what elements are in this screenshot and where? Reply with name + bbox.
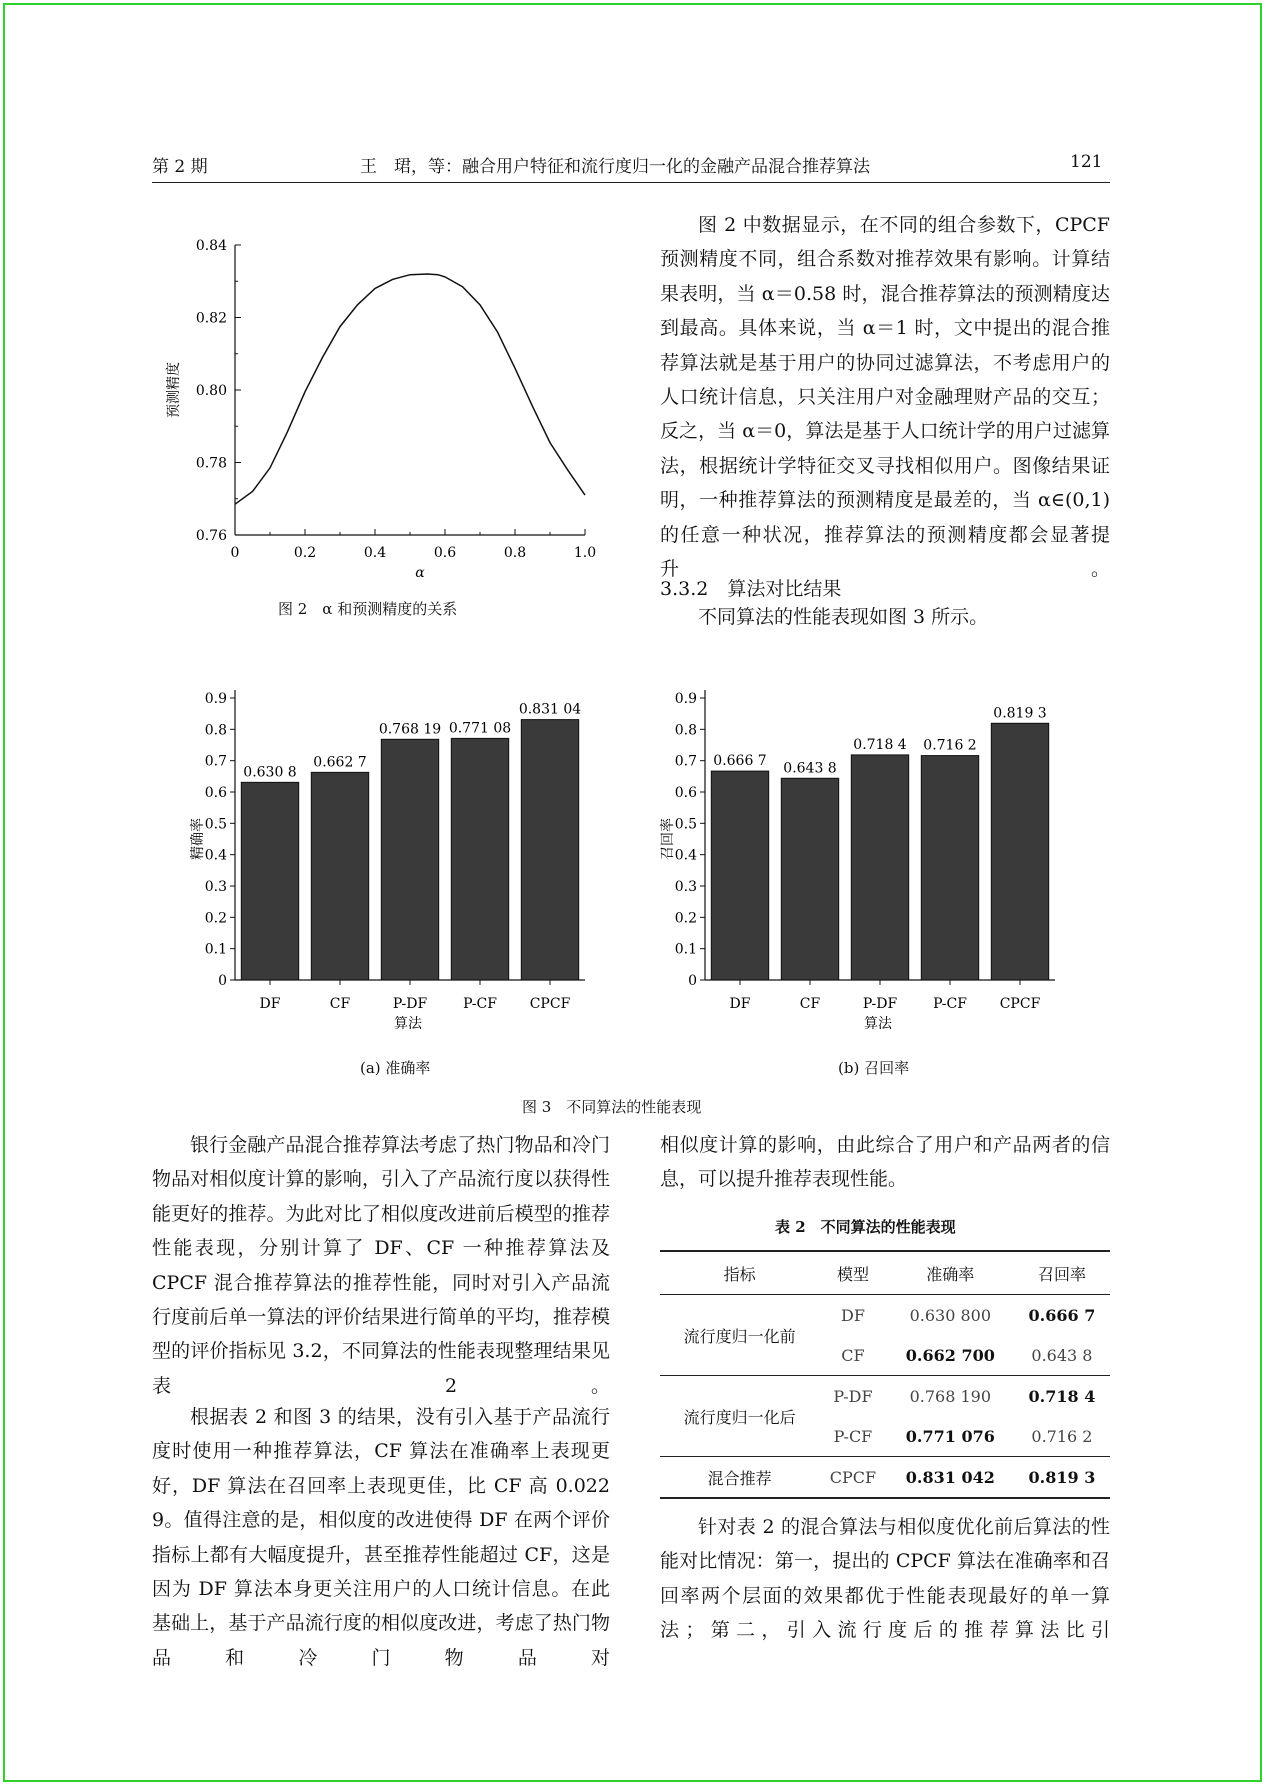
model-cell: CPCF bbox=[819, 1457, 887, 1499]
fig3a-x-tick-label: P-CF bbox=[463, 996, 497, 1012]
fig3a-bar-cf bbox=[311, 772, 368, 980]
series-line bbox=[235, 274, 585, 504]
figure-3a-bar-chart bbox=[180, 680, 600, 1050]
fig3a-x-tick-label: DF bbox=[259, 996, 281, 1012]
fig3b-x-tick-label: CPCF bbox=[999, 996, 1041, 1012]
paragraph-table2-discussion: 针对表 2 的混合算法与相似度优化前后算法的性能对比情况：第一，提出的 CPCF 算法在准确率和召回率两个层面的效果都优于性能表现最好的单一算法；第二，引入流行度后的推荐算法比引 bbox=[660, 1516, 1110, 1642]
fig3b-y-tick-label: 0.6 bbox=[674, 785, 697, 801]
fig3b-y-tick-label: 0.1 bbox=[674, 941, 697, 958]
fig3a-bar-value-label: 0.771 08 bbox=[448, 720, 512, 737]
fig3b-bar-value-label: 0.718 4 bbox=[853, 736, 907, 753]
fig3a-y-tick-label: 0.8 bbox=[204, 722, 227, 739]
recall-cell: 0.643 8 bbox=[1031, 1345, 1093, 1365]
group-label: 流行度归一化前 bbox=[683, 1326, 796, 1346]
fig3b-x-tick-label: CF bbox=[799, 996, 821, 1012]
fig3b-x-tick-label: P-CF bbox=[933, 996, 967, 1012]
fig3b-bar-value-label: 0.716 2 bbox=[923, 737, 977, 754]
fig3a-bar-value-label: 0.831 04 bbox=[518, 701, 582, 718]
figure-3a-caption: (a) 准确率 bbox=[360, 1059, 431, 1077]
fig3a-x-tick-label: CF bbox=[329, 996, 351, 1012]
precision-cell: 0.768 190 bbox=[887, 1376, 1014, 1417]
model-cell: DF bbox=[840, 1305, 865, 1325]
fig3a-bar-value-label: 0.662 7 bbox=[313, 754, 367, 771]
fig3b-bar-value-label: 0.666 7 bbox=[713, 753, 767, 770]
fig3b-bar-p-cf bbox=[921, 756, 978, 980]
fig3a-y-tick-label: 0.5 bbox=[204, 816, 227, 833]
paragraph-results-analysis: 根据表 2 和图 3 的结果，没有引入基于产品流行度时使用一种推荐算法，CF 算法在准确率上表现更好，DF 算法在召回率上表现更佳，比 CF 高 0.022 9。值得注意的是，相似度的改进使得 DF 在两个评价指标上都有大幅度提升，甚至推荐性能超过 CF，这是因为 DF 算法本身更关注用户的人口统计信息。在此基础上，基于产品流行度的相似度改进，考虑了热门物品和冷门物品对 bbox=[152, 1406, 610, 1669]
model-cell: P-DF bbox=[819, 1376, 887, 1417]
figure-2-line-chart bbox=[150, 230, 610, 580]
issue-label: 第 2 期 bbox=[152, 157, 208, 177]
fig3b-y-tick-label: 0.7 bbox=[674, 753, 697, 770]
x-tick-label: 0.6 bbox=[433, 545, 457, 561]
y-tick-label: 0.80 bbox=[195, 383, 227, 399]
precision-cell: 0.630 800 bbox=[909, 1305, 992, 1325]
paragraph-algorithm-comparison: 银行金融产品混合推荐算法考虑了热门物品和冷门物品对相似度计算的影响，引入了产品流行度以获得性能更好的推荐。为此对比了相似度改进前后模型的推荐性能表现，分别计算了 DF、CF 一种推荐算法及 CPCF 混合推荐算法的推荐性能，同时对引入产品流行度前后单一算法的评价结果进行简单的平均，推荐模型的评价指标见 3.2，不同算法的性能表现整理结果见表 2。 bbox=[152, 1134, 610, 1397]
fig3a-x-tick-label: P-DF bbox=[392, 996, 428, 1012]
col-header-recall: 召回率 bbox=[1014, 1251, 1110, 1295]
fig3b-bar-value-label: 0.819 3 bbox=[993, 705, 1047, 722]
fig3b-x-tick-label: P-DF bbox=[862, 996, 898, 1012]
fig3a-bar-value-label: 0.630 8 bbox=[243, 764, 297, 781]
fig3a-y-tick-label: 0.2 bbox=[204, 910, 227, 927]
table-row bbox=[660, 1457, 1110, 1499]
fig3a-y-tick-label: 0.6 bbox=[204, 785, 227, 801]
fig3a-x-tick-label: CPCF bbox=[529, 996, 571, 1012]
paragraph-fig3-intro: 不同算法的性能表现如图 3 所示。 bbox=[698, 606, 989, 628]
y-tick-label: 0.82 bbox=[195, 310, 227, 327]
fig3a-bar-p-df bbox=[381, 739, 438, 980]
x-axis-label: α bbox=[415, 565, 425, 580]
page-number: 121 bbox=[1070, 152, 1103, 172]
figure-2-caption: 图 2 α 和预测精度的关系 bbox=[278, 600, 458, 618]
fig3a-bar-value-label: 0.768 19 bbox=[378, 721, 442, 738]
fig3a-y-tick-label: 0.1 bbox=[204, 941, 227, 958]
y-axis-label: 预测精度 bbox=[166, 362, 182, 418]
fig3b-y-tick-label: 0.5 bbox=[674, 816, 697, 833]
fig3b-y-tick-label: 0.4 bbox=[674, 847, 697, 864]
col-header-model: 模型 bbox=[819, 1251, 887, 1295]
x-tick-label: 1.0 bbox=[573, 545, 597, 561]
y-tick-label: 0.84 bbox=[195, 238, 227, 254]
fig3a-bar-df bbox=[241, 782, 298, 980]
x-tick-label: 0.8 bbox=[503, 545, 527, 561]
table-row bbox=[660, 1376, 1110, 1417]
table-2 bbox=[660, 1250, 1110, 1499]
fig3a-x-axis-label: 算法 bbox=[394, 1016, 422, 1032]
precision-cell: 0.831 042 bbox=[887, 1457, 1014, 1499]
recall-cell: 0.666 7 bbox=[1028, 1305, 1096, 1325]
group-label: 混合推荐 bbox=[660, 1457, 819, 1499]
x-tick-label: 0.2 bbox=[293, 545, 317, 561]
x-tick-label: 0 bbox=[230, 545, 240, 561]
model-cell: P-CF bbox=[833, 1426, 873, 1446]
fig3b-y-tick-label: 0 bbox=[688, 973, 697, 989]
paragraph-fig2-discussion: 图 2 中数据显示，在不同的组合参数下，CPCF 预测精度不同，组合系数对推荐效果有影响。计算结果表明，当 α＝0.58 时，混合推荐算法的预测精度达到最高。具体来说，当 α＝1 时，文中提出的混合推荐算法就是基于用户的协同过滤算法，不考虑用户的人口统计信息，只关注用户对金融理财产品的交互；反之，当 α＝0，算法是基于人口统计学的用户过滤算法，根据统计学特征交叉寻找相似用户。图像结果证明，一种推荐算法的预测精度是最差的，当 α∈(0,1)的任意一种状况，推荐算法的预测精度都会显著提升。 bbox=[660, 214, 1110, 581]
y-tick-label: 0.78 bbox=[195, 455, 227, 472]
fig3a-bar-p-cf bbox=[451, 738, 508, 980]
fig3a-bar-cpcf bbox=[521, 720, 578, 980]
fig3b-y-axis-label: 召回率 bbox=[660, 818, 676, 860]
section-heading-3-3-2: 3.3.2 算法对比结果 bbox=[660, 578, 842, 600]
fig3a-y-tick-label: 0 bbox=[218, 973, 227, 989]
col-header-precision: 准确率 bbox=[887, 1251, 1014, 1295]
figure-3b-bar-chart bbox=[650, 680, 1070, 1050]
fig3b-x-tick-label: DF bbox=[729, 996, 751, 1012]
precision-cell: 0.771 076 bbox=[905, 1426, 995, 1446]
table-header-row bbox=[660, 1251, 1110, 1295]
fig3b-y-tick-label: 0.9 bbox=[674, 691, 697, 707]
fig3b-bar-cpcf bbox=[991, 723, 1048, 980]
fig3a-y-tick-label: 0.3 bbox=[204, 879, 227, 895]
fig3b-bar-cf bbox=[781, 778, 838, 980]
fig3a-y-tick-label: 0.7 bbox=[204, 753, 227, 770]
fig3b-x-axis-label: 算法 bbox=[864, 1016, 892, 1032]
fig3b-bar-df bbox=[711, 771, 768, 980]
table-row bbox=[660, 1295, 1110, 1336]
recall-cell: 0.718 4 bbox=[1014, 1376, 1110, 1417]
model-cell: CF bbox=[841, 1345, 865, 1365]
fig3b-bar-p-df bbox=[851, 755, 908, 980]
fig3a-y-axis-label: 精确率 bbox=[190, 818, 206, 860]
precision-cell: 0.662 700 bbox=[905, 1345, 995, 1365]
group-label: 流行度归一化后 bbox=[660, 1376, 819, 1457]
figure-3b-caption: (b) 召回率 bbox=[838, 1059, 910, 1077]
running-title: 王 珺，等：融合用户特征和流行度归一化的金融产品混合推荐算法 bbox=[360, 157, 870, 177]
recall-cell: 0.716 2 bbox=[1031, 1426, 1093, 1446]
x-tick-label: 0.4 bbox=[363, 545, 387, 561]
table-2-caption: 表 2 不同算法的性能表现 bbox=[775, 1218, 956, 1236]
fig3b-y-tick-label: 0.3 bbox=[674, 879, 697, 895]
fig3a-y-tick-label: 0.4 bbox=[204, 847, 227, 864]
recall-cell: 0.819 3 bbox=[1014, 1457, 1110, 1499]
fig3a-y-tick-label: 0.9 bbox=[204, 691, 227, 707]
fig3b-y-tick-label: 0.8 bbox=[674, 722, 697, 739]
fig3b-y-tick-label: 0.2 bbox=[674, 910, 697, 927]
fig3b-bar-value-label: 0.643 8 bbox=[783, 760, 837, 777]
header-rule bbox=[152, 182, 1110, 183]
figure-3-caption: 图 3 不同算法的性能表现 bbox=[522, 1098, 702, 1116]
paragraph-continued: 相似度计算的影响，由此综合了用户和产品两者的信息，可以提升推荐表现性能。 bbox=[660, 1134, 1110, 1191]
col-header-metric: 指标 bbox=[660, 1251, 819, 1295]
y-tick-label: 0.76 bbox=[195, 528, 227, 544]
